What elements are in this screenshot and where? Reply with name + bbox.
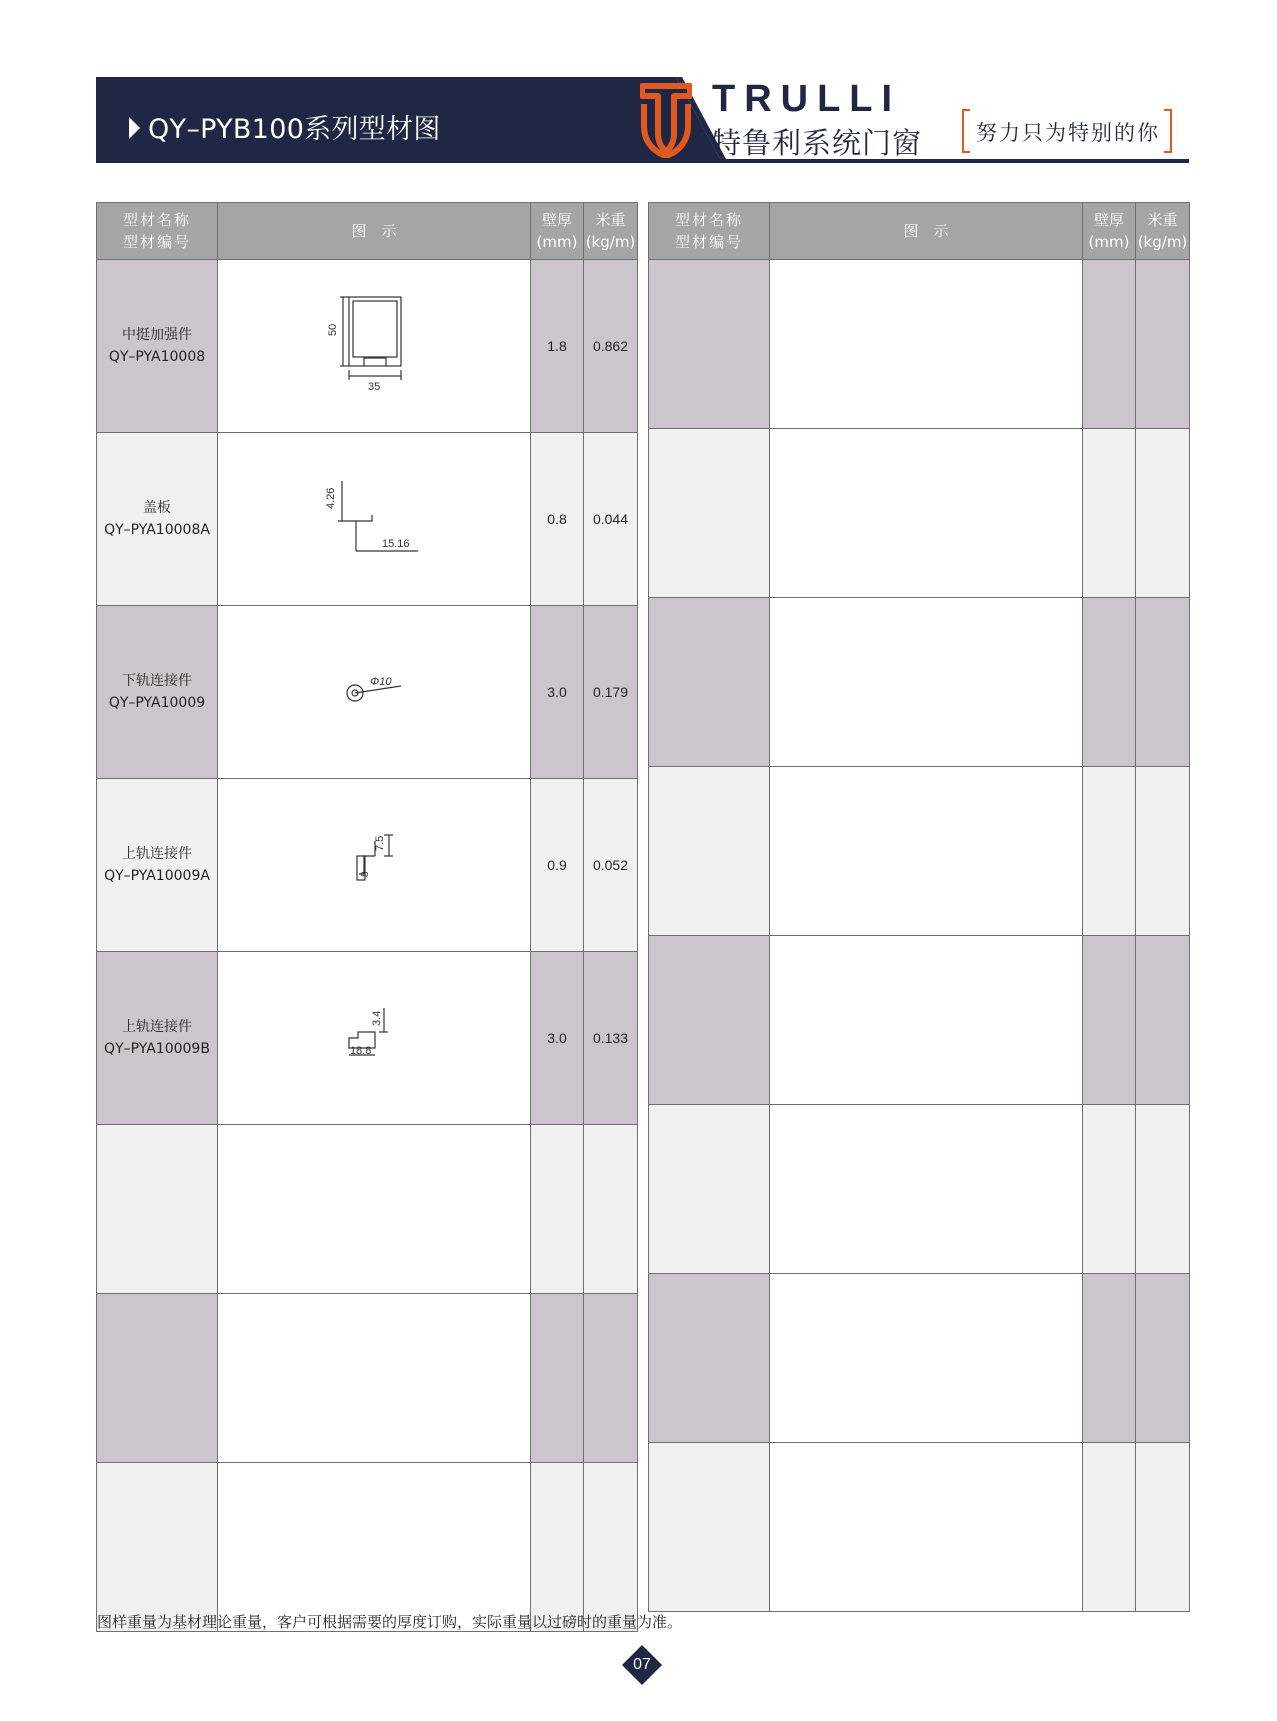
title-arrow-icon bbox=[129, 117, 140, 139]
empty-cell bbox=[770, 1274, 1083, 1443]
col-header-weight: 米重 (kg/m) bbox=[584, 203, 638, 260]
col-header-name: 型材名称 型材编号 bbox=[649, 203, 770, 260]
empty-cell bbox=[1136, 1105, 1190, 1274]
table-header-row bbox=[97, 203, 638, 260]
empty-cell bbox=[649, 260, 770, 429]
empty-cell bbox=[1083, 429, 1136, 598]
thickness-cell: 0.8 bbox=[531, 433, 584, 606]
table-row bbox=[649, 1105, 1190, 1274]
slogan bbox=[962, 109, 1182, 151]
empty-cell bbox=[1136, 429, 1190, 598]
slogan-text: 努力只为特别的你 bbox=[976, 121, 1160, 145]
empty-cell bbox=[649, 1443, 770, 1612]
empty-cell bbox=[1083, 598, 1136, 767]
profile-drawing-cell bbox=[218, 260, 531, 433]
weight-cell: 0.133 bbox=[584, 952, 638, 1125]
empty-cell bbox=[1136, 598, 1190, 767]
empty-cell bbox=[770, 767, 1083, 936]
table-row bbox=[649, 1274, 1190, 1443]
thickness-cell: 3.0 bbox=[531, 952, 584, 1125]
empty-cell bbox=[1083, 1274, 1136, 1443]
empty-cell bbox=[1083, 936, 1136, 1105]
brand-name-cn: 特鲁利系统门窗 bbox=[712, 126, 923, 160]
col-header-image: 图 示 bbox=[770, 203, 1083, 260]
empty-cell bbox=[1136, 260, 1190, 429]
empty-cell bbox=[218, 1294, 531, 1463]
profile-drawing-cell bbox=[218, 606, 531, 779]
col-header-thickness: 壁厚 (mm) bbox=[531, 203, 584, 260]
table-row bbox=[97, 1463, 638, 1632]
dim-label: 18.8 bbox=[350, 1045, 372, 1057]
profile-table-left bbox=[96, 202, 638, 1632]
table-row bbox=[97, 952, 638, 1125]
empty-cell bbox=[584, 1125, 638, 1294]
profile-name-cell: 盖板 QY–PYA10008A bbox=[97, 433, 218, 606]
thickness-cell: 0.9 bbox=[531, 779, 584, 952]
profile-drawing-cell bbox=[218, 433, 531, 606]
dim-label: 4.26 bbox=[325, 487, 337, 509]
empty-cell bbox=[1136, 1274, 1190, 1443]
slogan-bracket-left bbox=[962, 109, 970, 153]
empty-cell bbox=[649, 767, 770, 936]
empty-cell bbox=[1136, 936, 1190, 1105]
col-header-thickness: 壁厚 (mm) bbox=[1083, 203, 1136, 260]
weight-cell: 0.044 bbox=[584, 433, 638, 606]
dim-label: 8 bbox=[360, 871, 371, 877]
empty-cell bbox=[531, 1463, 584, 1632]
table-row bbox=[97, 433, 638, 606]
dim-label: 7.5 bbox=[374, 835, 386, 851]
empty-cell bbox=[1083, 767, 1136, 936]
dim-label: 3.4 bbox=[371, 1010, 383, 1026]
table-row bbox=[97, 260, 638, 433]
page-number: 07 bbox=[633, 1656, 651, 1673]
profile-drawing-cell bbox=[218, 779, 531, 952]
empty-cell bbox=[1083, 260, 1136, 429]
table-header-row bbox=[649, 203, 1190, 260]
empty-cell bbox=[770, 1443, 1083, 1612]
profile-name-cell: 上轨连接件 QY–PYA10009A bbox=[97, 779, 218, 952]
empty-cell bbox=[649, 598, 770, 767]
table-row bbox=[97, 1294, 638, 1463]
table-row bbox=[97, 779, 638, 952]
empty-cell bbox=[649, 1274, 770, 1443]
trulli-logo-icon bbox=[640, 82, 692, 158]
empty-cell bbox=[584, 1294, 638, 1463]
dim-label: 35 bbox=[368, 381, 381, 393]
empty-cell bbox=[584, 1463, 638, 1632]
empty-cell bbox=[97, 1125, 218, 1294]
page-title: QY–PYB100系列型材图 bbox=[148, 114, 441, 145]
profile-name-cell: 下轨连接件 QY–PYA10009 bbox=[97, 606, 218, 779]
col-header-weight: 米重 (kg/m) bbox=[1136, 203, 1190, 260]
weight-cell: 0.862 bbox=[584, 260, 638, 433]
slogan-bracket-right bbox=[1164, 109, 1172, 153]
profile-name-cell: 中挺加强件 QY–PYA10008 bbox=[97, 260, 218, 433]
brand-name-en: TRULLI bbox=[712, 78, 902, 120]
thickness-cell: 1.8 bbox=[531, 260, 584, 433]
dim-label: Φ10 bbox=[370, 676, 392, 688]
table-row bbox=[649, 1443, 1190, 1612]
footnote: 图样重量为基材理论重量，客户可根据需要的厚度订购，实际重量以过磅时的重量为准。 bbox=[97, 1613, 683, 1631]
weight-cell: 0.052 bbox=[584, 779, 638, 952]
profile-drawing bbox=[218, 606, 531, 774]
weight-cell: 0.179 bbox=[584, 606, 638, 779]
empty-cell bbox=[1083, 1443, 1136, 1612]
profile-table-right bbox=[648, 202, 1190, 1612]
empty-cell bbox=[649, 1105, 770, 1274]
table-row bbox=[97, 606, 638, 779]
col-header-image: 图 示 bbox=[218, 203, 531, 260]
dim-label: 50 bbox=[327, 323, 339, 336]
empty-cell bbox=[770, 598, 1083, 767]
empty-cell bbox=[770, 1105, 1083, 1274]
empty-cell bbox=[97, 1294, 218, 1463]
empty-cell bbox=[649, 936, 770, 1105]
empty-cell bbox=[531, 1125, 584, 1294]
empty-cell bbox=[770, 429, 1083, 598]
empty-cell bbox=[649, 429, 770, 598]
dim-label: 15.16 bbox=[382, 538, 410, 550]
table-row bbox=[649, 767, 1190, 936]
profile-drawing bbox=[218, 260, 531, 428]
profile-name-cell: 上轨连接件 QY–PYA10009B bbox=[97, 952, 218, 1125]
empty-cell bbox=[218, 1125, 531, 1294]
table-row bbox=[649, 936, 1190, 1105]
empty-cell bbox=[97, 1463, 218, 1632]
empty-cell bbox=[770, 936, 1083, 1105]
profile-drawing bbox=[218, 433, 531, 601]
empty-cell bbox=[1136, 1443, 1190, 1612]
profile-drawing bbox=[218, 952, 531, 1120]
thickness-cell: 3.0 bbox=[531, 606, 584, 779]
empty-cell bbox=[531, 1294, 584, 1463]
table-row bbox=[97, 1125, 638, 1294]
table-row bbox=[649, 598, 1190, 767]
empty-cell bbox=[1083, 1105, 1136, 1274]
empty-cell bbox=[770, 260, 1083, 429]
profile-drawing bbox=[218, 779, 531, 947]
table-row bbox=[649, 260, 1190, 429]
col-header-name: 型材名称 型材编号 bbox=[97, 203, 218, 260]
profile-drawing-cell bbox=[218, 952, 531, 1125]
table-row bbox=[649, 429, 1190, 598]
empty-cell bbox=[218, 1463, 531, 1632]
empty-cell bbox=[1136, 767, 1190, 936]
